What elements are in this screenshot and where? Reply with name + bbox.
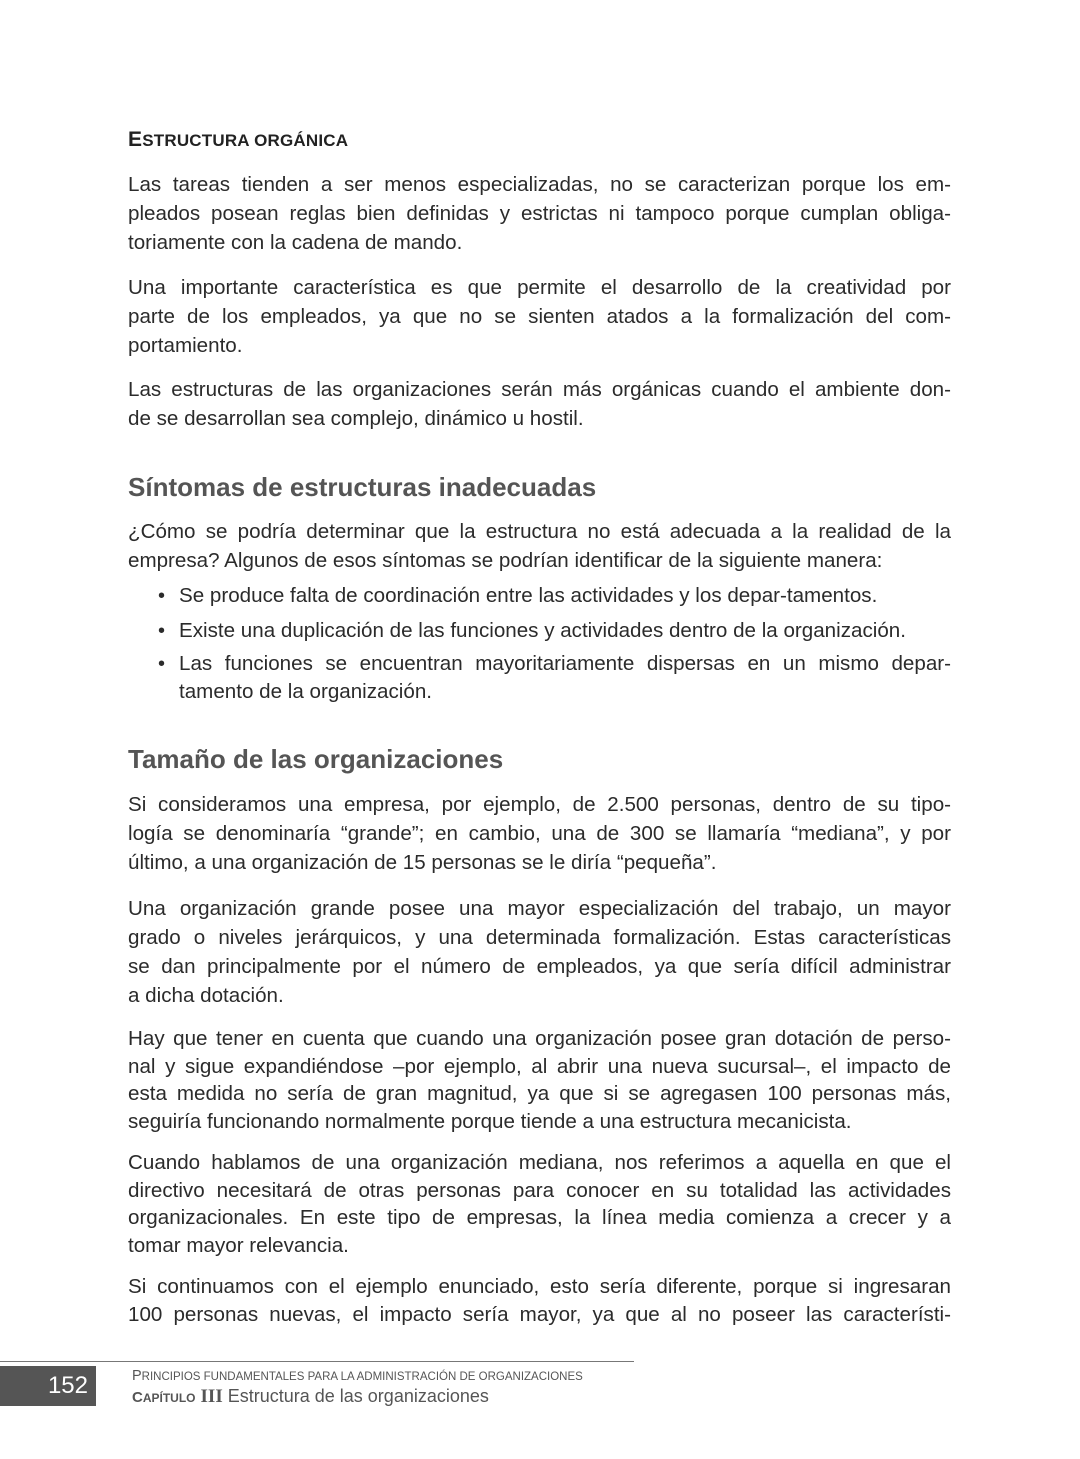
- paragraph: [128, 1149, 951, 1259]
- bullet-icon: •: [158, 585, 166, 607]
- book-initial: P: [132, 1368, 142, 1384]
- text-line: de se desarrollan sea complejo, dinámico u hostil.: [128, 407, 584, 430]
- text-line: Si consideramos una empresa, por ejemplo, de 2.500 personas, dentro de su tipo-: [128, 793, 951, 816]
- text-line: Las tareas tienden a ser menos especializadas, no se caracterizan porque los em-: [128, 173, 951, 196]
- bullet-item: [158, 617, 951, 645]
- text-line: Hay que tener en cuenta que cuando una organización posee gran dotación de perso-: [128, 1027, 951, 1050]
- footer-book-title: [132, 1368, 583, 1384]
- section-heading-tamano: Tamaño de las organizaciones: [128, 744, 504, 774]
- text-line: Se produce falta de coordinación entre las actividades y los depar-tamentos.: [179, 584, 878, 607]
- text-line: logía se denominaría “grande”; en cambio, una de 300 se llamaría “mediana”, y por: [128, 822, 951, 845]
- text-line: último, a una organización de 15 personas se le diría “pequeña”.: [128, 851, 717, 874]
- text-line: Existe una duplicación de las funciones y actividades dentro de la organización.: [179, 619, 906, 642]
- text-line: Una importante característica es que permite el desarrollo de la creatividad por: [128, 276, 951, 299]
- bullet-item: [158, 650, 951, 706]
- text-line: seguiría funcionando normalmente porque tiende a una estructura mecanicista.: [128, 1109, 852, 1133]
- heading-rest: STRUCTURA ORGÁNICA: [142, 131, 349, 150]
- paragraph: [128, 894, 951, 1010]
- paragraph: [128, 517, 951, 575]
- paragraph: [128, 273, 951, 360]
- chapter-label: APÍTULO: [142, 1391, 196, 1405]
- text-line: Las estructuras de las organizaciones serán más orgánicas cuando el ambiente don-: [128, 378, 951, 401]
- text-line: Una organización grande posee una mayor especialización del trabajo, un mayor: [128, 897, 951, 920]
- text-line: organizacionales. En este tipo de empresas, la línea media comienza a crecer y a: [128, 1206, 951, 1230]
- text-line: esta medida no sería de gran magnitud, ya que si se agregasen 100 personas más,: [128, 1082, 951, 1106]
- bullet-icon: •: [158, 653, 166, 675]
- text-line: tomar mayor relevancia.: [128, 1233, 349, 1257]
- paragraph: [128, 1273, 951, 1328]
- text-line: Si continuamos con el ejemplo enunciado, esto sería diferente, porque si ingresaran: [128, 1275, 951, 1298]
- chapter-number: III: [200, 1386, 223, 1407]
- heading-initial: E: [128, 128, 143, 151]
- bullet-text: [179, 650, 951, 706]
- section-heading-estructura-organica: [128, 128, 348, 152]
- text-line: ¿Cómo se podría determinar que la estructura no está adecuada a la realidad de la: [128, 520, 951, 543]
- chapter-initial: C: [132, 1389, 143, 1406]
- section-heading-sintomas: Síntomas de estructuras inadecuadas: [128, 472, 597, 502]
- text-line: portamiento.: [128, 334, 243, 357]
- text-line: se dan principalmente por el número de empleados, ya que sería difícil administrar: [128, 955, 951, 978]
- text-line: grado o niveles jerárquicos, y una determinada formalización. Estas características: [128, 926, 951, 949]
- bullet-item: [158, 582, 951, 610]
- text-line: Las funciones se encuentran mayoritariamente dispersas en un mismo depar-: [179, 652, 951, 675]
- paragraph: [128, 375, 951, 433]
- footer-divider: [0, 1361, 634, 1362]
- chapter-title: Estructura de las organizaciones: [227, 1386, 489, 1406]
- text-line: empresa? Algunos de esos síntomas se podrían identificar de la siguiente manera:: [128, 549, 883, 572]
- text-line: 100 personas nuevas, el impacto sería mayor, ya que al no poseer las característi-: [128, 1302, 951, 1326]
- text-line: Cuando hablamos de una organización mediana, nos referimos a aquella en que el: [128, 1151, 951, 1174]
- page-number: 152: [0, 1366, 96, 1406]
- book-rest: RINCIPIOS FUNDAMENTALES PARA LA ADMINISTRACIÓN DE ORGANIZACIONES: [141, 1371, 583, 1383]
- text-line: tamento de la organización.: [179, 680, 433, 703]
- bullet-icon: •: [158, 620, 166, 642]
- text-line: parte de los empleados, ya que no se sienten atados a la formalización del com-: [128, 305, 951, 328]
- bullet-text: [179, 582, 951, 610]
- paragraph: [128, 170, 951, 257]
- footer-chapter: [132, 1386, 489, 1408]
- paragraph: [128, 1025, 951, 1135]
- text-line: pleados posean reglas bien definidas y estrictas ni tampoco porque cumplan obliga-: [128, 202, 951, 225]
- text-line: directivo necesitará de otras personas para conocer en su totalidad las actividades: [128, 1178, 951, 1202]
- text-line: toriamente con la cadena de mando.: [128, 231, 463, 254]
- text-line: a dicha dotación.: [128, 984, 284, 1007]
- text-line: nal y sigue expandiéndose –por ejemplo, al abrir una nueva sucursal–, el impacto de: [128, 1054, 951, 1078]
- paragraph: [128, 790, 951, 877]
- bullet-text: [179, 617, 951, 645]
